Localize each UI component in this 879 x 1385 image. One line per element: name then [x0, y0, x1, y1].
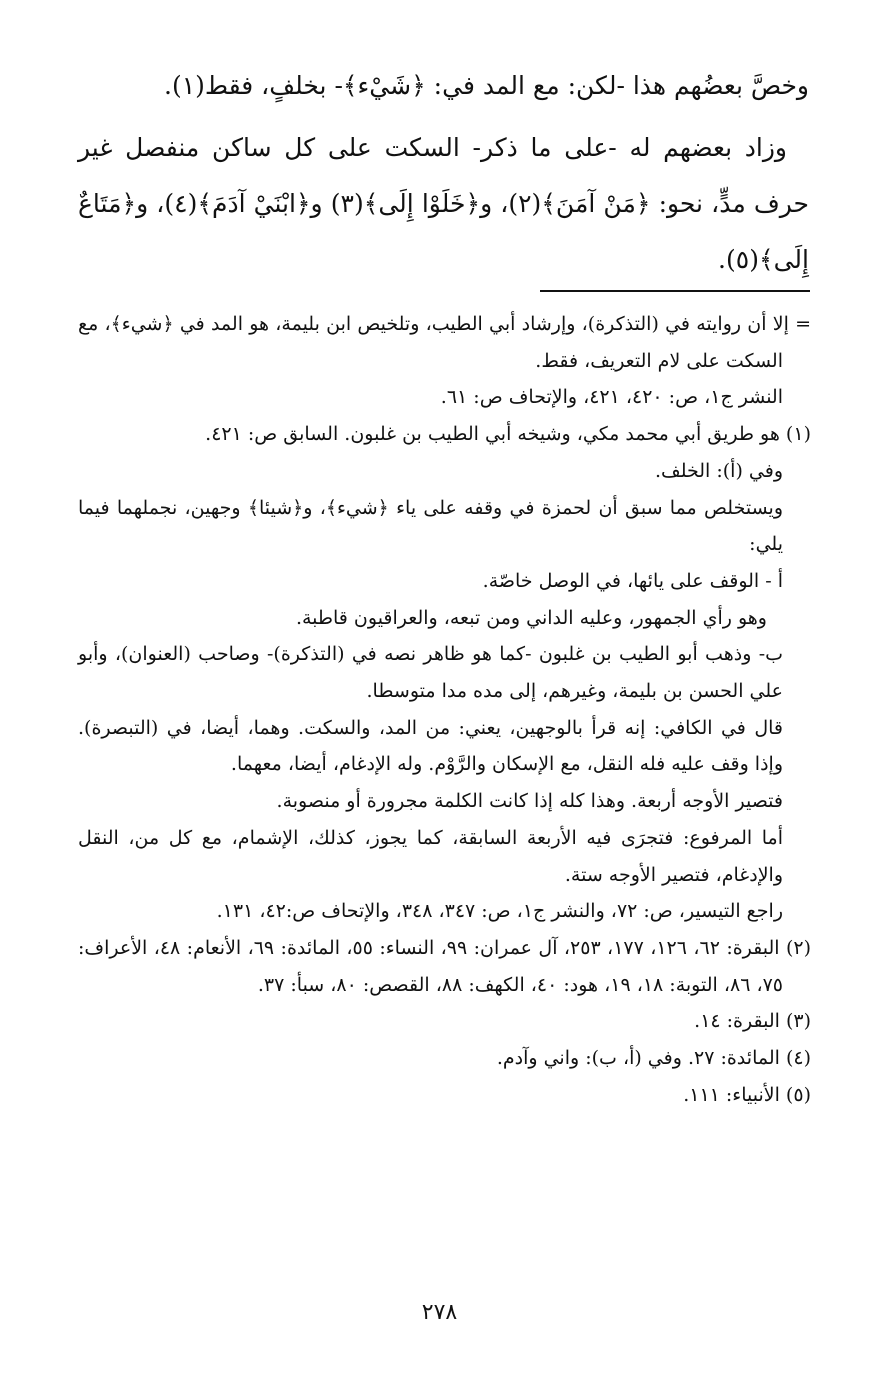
footnote-5: (٥) الأنبياء: ١١١.: [683, 1083, 811, 1106]
footnote-reference: راجع التيسير، ص: ٧٢، والنشر ج١، ص: ٣٤٧، ٣٤٨، والإتحاف ص:٤٢، ١٣١.: [216, 900, 783, 923]
footnote-4: (٤) المائدة: ٢٧. وفي (أ، ب): واني وآدم.: [496, 1047, 811, 1070]
footnotes: [78, 306, 811, 1113]
footnote-1: (١) هو طريق أبي محمد مكي، وشيخه أبي الطيب بن غلبون. السابق ص: ٤٢١.: [205, 423, 811, 446]
footnote-line: قال في الكافي: إنه قرأ بالوجهين، يعني: من المد، والسكت. وهما، أيضا، في (التبصرة). وإذا وقف عليه فله النقل، مع الإسكان والرَّوْم. وله الإدغام، أيضا، معهما.: [78, 716, 783, 776]
footnote-line: وهو رأي الجمهور، وعليه الداني ومن تبعه، والعراقيون قاطبة.: [295, 606, 767, 629]
main-text: [78, 58, 809, 288]
footnote-line: أ - الوقف على يائها، في الوصل خاصّة.: [482, 569, 783, 592]
footnote-line: ب- وذهب أبو الطيب بن غلبون -كما هو ظاهر نصه في (التذكرة)- وصاحب (العنوان)، وأبو علي الحسن بن بليمة، وغيرهم، إلى مده مدا متوسطا.: [78, 643, 783, 703]
footnote-line: فتصير الأوجه أربعة. وهذا كله إذا كانت الكلمة مجرورة أو منصوبة.: [276, 790, 783, 813]
footnote-line: ويستخلص مما سبق أن لحمزة في وقفه على ياء ﴿شيء﴾، و﴿شيئا﴾ وجهين، نجملهما فيما يلي:: [78, 496, 783, 556]
footnote-line: وفي (أ): الخلف.: [654, 459, 783, 482]
footnote-2: (٢) البقرة: ٦٢، ١٢٦، ١٧٧، ٢٥٣، آل عمران: ٩٩، النساء: ٥٥، المائدة: ٦٩، الأنعام: ٤٨، الأعراف: ٧٥، ٨٦، التوبة: ١٨، ١٩، هود: ٤٠، الكهف: ٨٨، القصص: ٨٠، سبأ: ٣٧.: [78, 936, 812, 996]
main-paragraph: وزاد بعضهم له -على ما ذكر- السكت على كل ساكن منفصل غير حرف مدٍّ، نحو: ﴿مَنْ آمَنَ﴾(٢)، و﴿خَلَوْا إِلَى﴾(٣) و﴿ابْنَيْ آدَمَ﴾(٤)، و﴿مَتَاعٌ إِلَى﴾(٥).: [78, 133, 809, 274]
footnote-continuation: = إلا أن روايته في (التذكرة)، وإرشاد أبي الطيب، وتلخيص ابن بليمة، هو المد في ﴿شيء﴾، مع السكت على لام التعريف، فقط.: [78, 313, 811, 372]
main-paragraph: وخصَّ بعضُهم هذا -لكن: مع المد في: ﴿شَيْء﴾- بخلفٍ، فقط(١).: [164, 71, 809, 100]
footnote-reference: النشر ج١، ص: ٤٢٠، ٤٢١، والإتحاف ص: ٦١.: [440, 386, 783, 409]
footnote-3: (٣) البقرة: ١٤.: [694, 1010, 811, 1033]
page-number: ٢٧٨: [421, 1300, 458, 1325]
footnote-separator: [540, 290, 810, 292]
footnote-line: أما المرفوع: فتجرَى فيه الأربعة السابقة، كما يجوز، كذلك، الإشمام، مع كل من، النقل والإدغام، فتصير الأوجه ستة.: [78, 826, 783, 886]
